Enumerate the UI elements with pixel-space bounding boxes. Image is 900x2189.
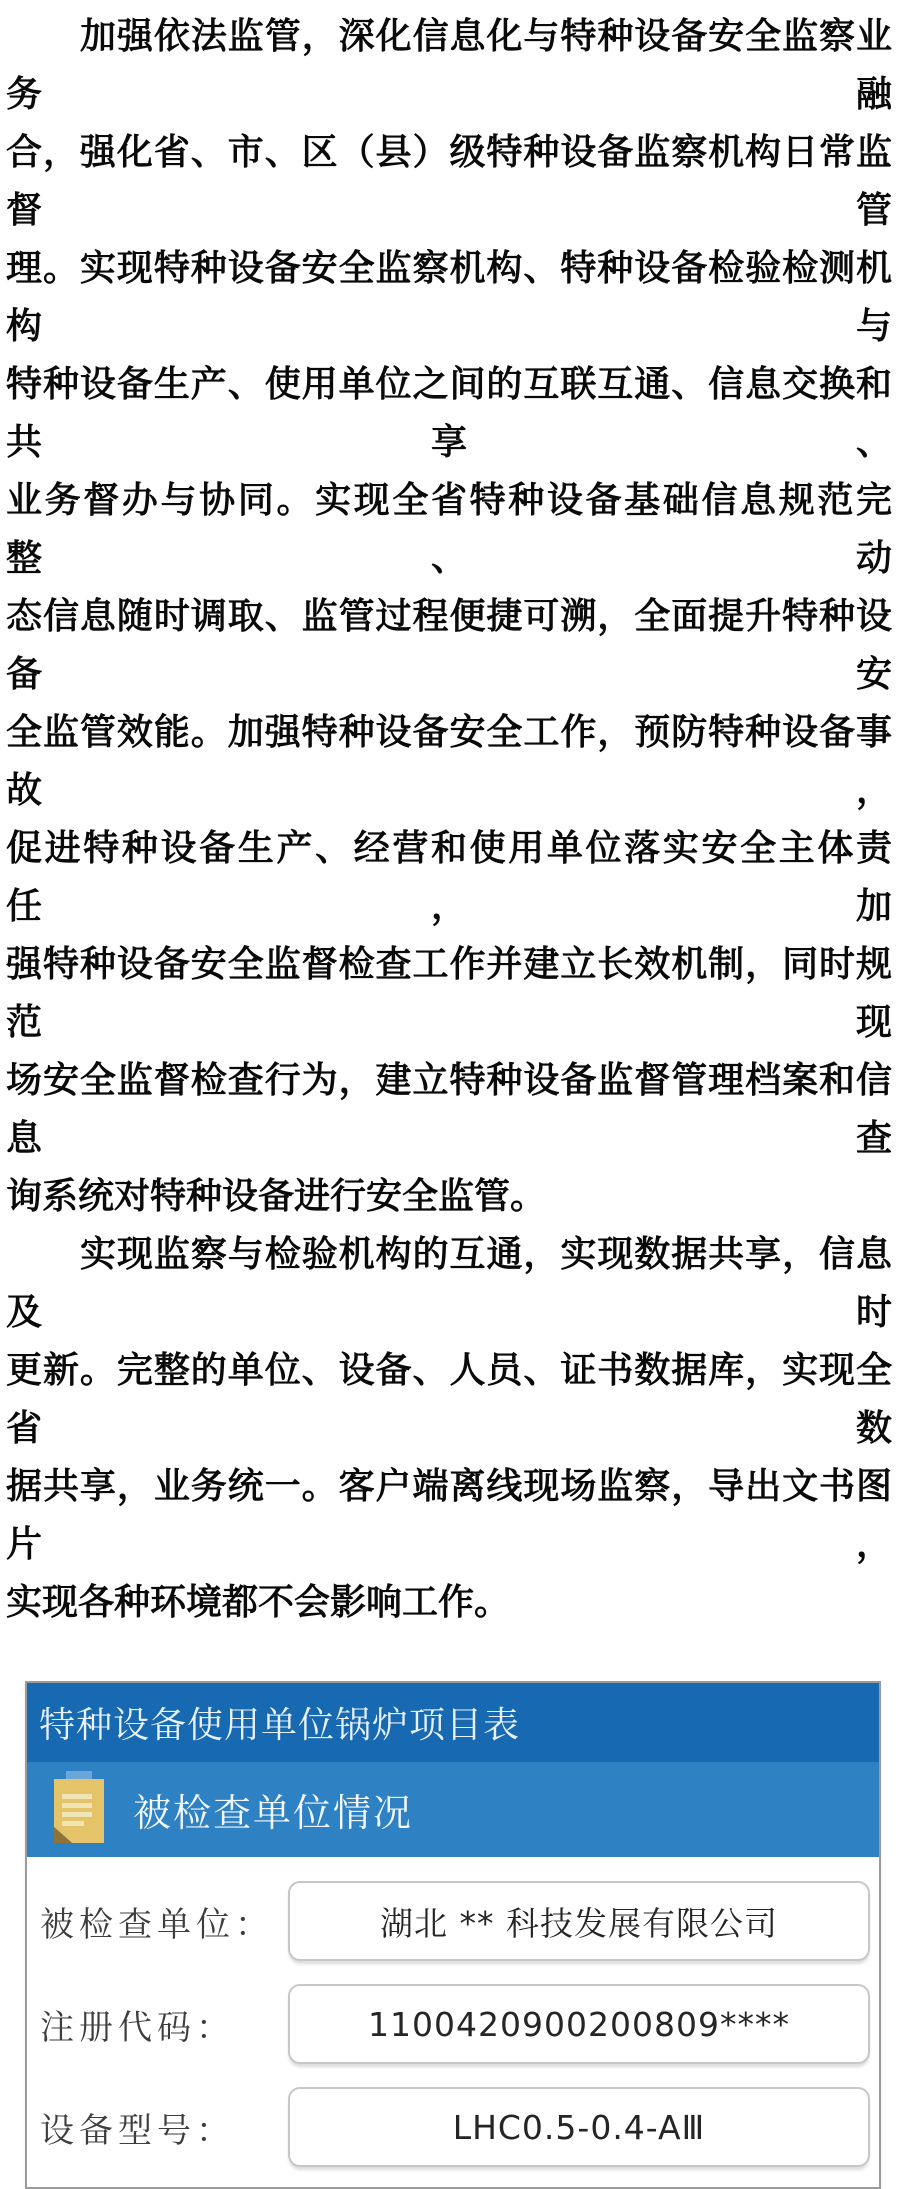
paragraph1-line: 合，强化省、市、区（县）级特种设备监察机构日常监督管 [6,132,892,231]
paragraph1-line: 理。实现特种设备安全监察机构、特种设备检验检测机构与 [6,248,892,347]
device-model-input[interactable]: LHC0.5-0.4-AⅢ [288,2087,870,2167]
field-row-registration-code [40,1983,870,2065]
form-title-bar [27,1683,879,1762]
paragraph2-line: 更新。完整的单位、设备、人员、证书数据库，实现全省数 [6,1350,892,1449]
paragraph1-line: 促进特种设备生产、经营和使用单位落实安全主体责任，加 [6,828,892,927]
paragraph1-line: 强特种设备安全监督检查工作并建立长效机制，同时规范现 [6,944,892,1043]
paragraph1-line: 全监管效能。加强特种设备安全工作，预防特种设备事故， [6,712,892,811]
registration-code-input[interactable]: 1100420900200809**** [288,1984,870,2064]
registration-code-label: 注册代码： [40,2007,235,2048]
boiler-project-form [25,1681,881,2189]
paragraph2-line: 实现各种环境都不会影响工作。 [6,1582,511,1623]
paragraph2-line: 据共享，业务统一。客户端离线现场监察，导出文书图片， [6,1466,892,1565]
paragraph1-line: 态信息随时调取、监管过程便捷可溯，全面提升特种设备安 [6,596,892,695]
form-title: 特种设备使用单位锅炉项目表 [39,1705,521,1746]
paragraph1-line: 询系统对特种设备进行安全监管。 [6,1176,547,1217]
inspected-unit-label: 被检查单位： [40,1904,274,1945]
paragraph1-line: 业务督办与协同。实现全省特种设备基础信息规范完整、动 [6,480,892,579]
note-icon [47,1770,111,1850]
paragraph1-line: 特种设备生产、使用单位之间的互联互通、信息交换和共享、 [6,364,892,463]
section-title: 被检查单位情况 [133,1791,414,1835]
paragraph1-line: 场安全监督检查行为，建立特种设备监督管理档案和信息查 [6,1060,892,1159]
field-row-inspected-unit [40,1880,870,1962]
device-model-label: 设备型号： [40,2110,235,2151]
field-row-device-model [40,2086,870,2168]
paragraph1-line: 加强依法监管，深化信息化与特种设备安全监察业务融 [6,16,892,115]
form-body [27,1857,879,2187]
paragraph2-line: 实现监察与检验机构的互通，实现数据共享，信息及时 [6,1234,892,1333]
section-header [27,1762,879,1857]
inspected-unit-input[interactable]: 湖北 ** 科技发展有限公司 [288,1881,870,1961]
